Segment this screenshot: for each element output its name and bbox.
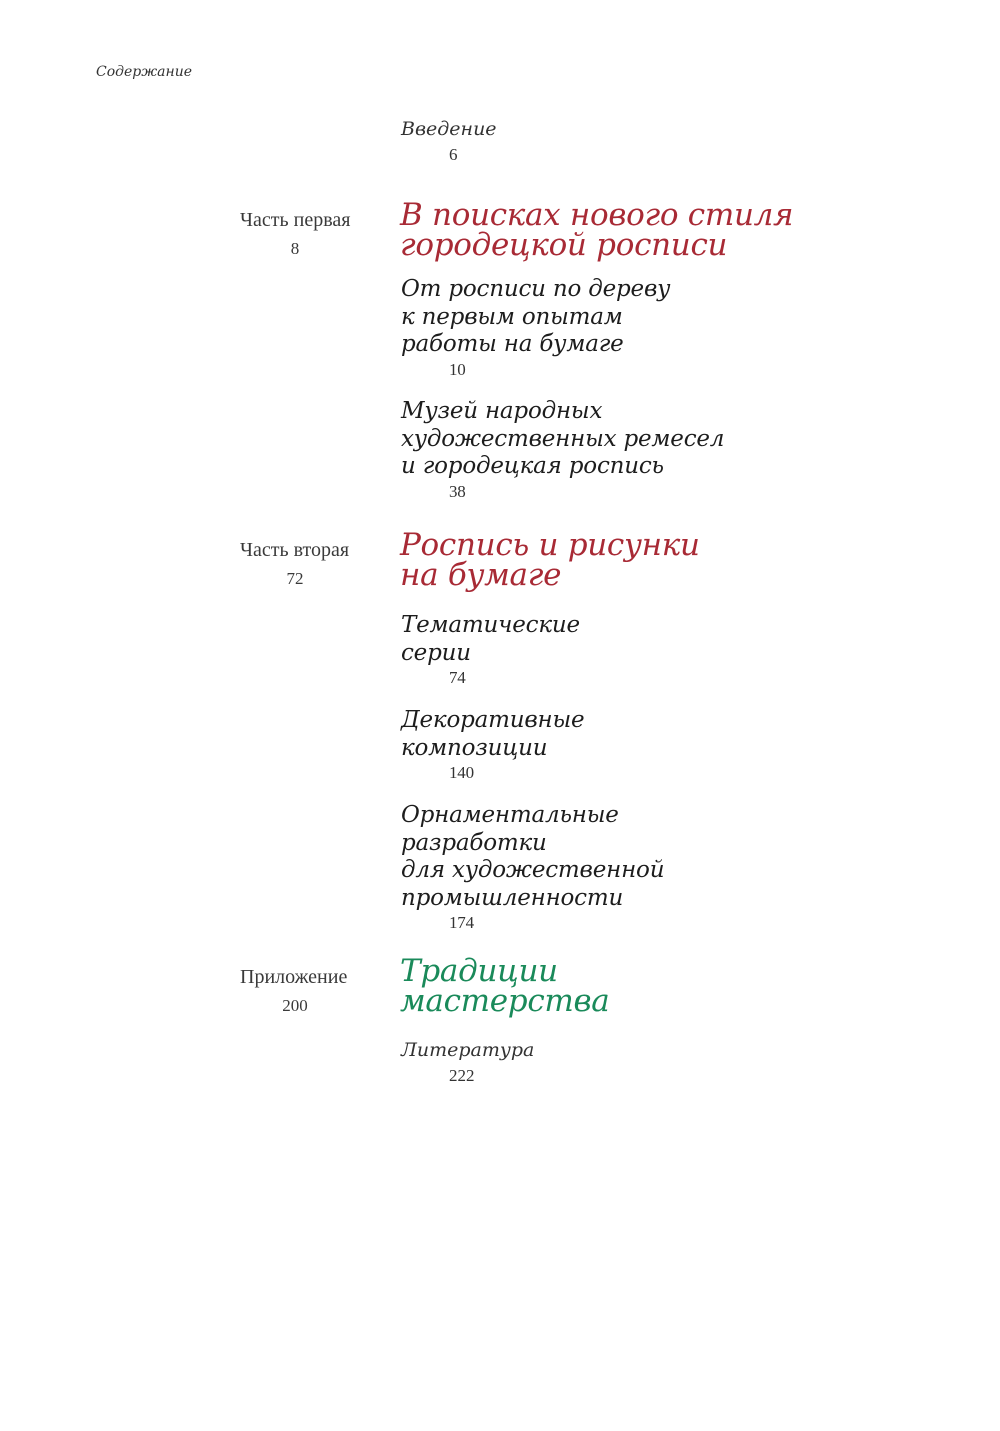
entry-title-line: Орнаментальные [401, 802, 619, 828]
toc-entry-literature[interactable] [401, 1037, 534, 1089]
toc-entry[interactable] [401, 398, 724, 503]
entry-title-line: для художественной [401, 857, 665, 883]
entry-title-line: к первым опытам [401, 303, 623, 330]
entry-title-line: и городецкая роспись [401, 453, 664, 479]
entry-page-number: 140 [449, 763, 474, 782]
part-one-title[interactable] [400, 197, 794, 263]
part-page-number: 200 [282, 996, 308, 1015]
toc-entry-introduction[interactable] [401, 116, 497, 168]
entry-title-line: композиции [401, 734, 548, 761]
entry-page-number: 222 [449, 1066, 475, 1085]
entry-title-line: Музей народных [401, 398, 603, 424]
entry-title-line: серии [401, 639, 471, 666]
title-line: мастерства [400, 983, 610, 1019]
entry-page-number: 10 [449, 359, 466, 379]
entry-title-line: разработки [401, 829, 547, 856]
page-header: Содержание [96, 64, 193, 80]
title-line: на бумаге [400, 557, 562, 593]
toc-entry[interactable] [401, 707, 584, 784]
toc-entry[interactable] [401, 802, 664, 934]
entry-title-line: От росписи по дереву [401, 276, 671, 302]
title-line: В поисках нового стиля [400, 197, 794, 233]
entry-page-number: 74 [449, 668, 466, 687]
appendix-title[interactable] [400, 953, 610, 1019]
entry-title-line: промышленности [401, 884, 624, 911]
entry-title-line: Тематические [401, 612, 580, 638]
part-two-label-block [240, 535, 390, 593]
part-page-number: 8 [290, 239, 300, 258]
part-label: Приложение [240, 966, 348, 988]
toc-entry[interactable] [401, 612, 580, 689]
part-page-number: 72 [286, 569, 304, 588]
entry-page-number: 174 [449, 913, 474, 932]
entry-title: Литература [401, 1039, 535, 1061]
title-line: Традиции [400, 953, 558, 989]
part-label: Часть вторая [240, 539, 350, 561]
entry-title-line: Декоративные [401, 707, 585, 733]
title-line: Роспись и рисунки [400, 527, 700, 563]
entry-page-number: 6 [449, 145, 458, 164]
title-line: городецкой росписи [400, 227, 728, 263]
entry-page-number: 38 [449, 481, 466, 501]
entry-title-line: художественных ремесел [401, 425, 725, 452]
entry-title: Введение [401, 118, 497, 140]
part-one-label-block [240, 205, 390, 263]
toc-entry[interactable] [401, 276, 670, 381]
part-label: Часть первая [240, 209, 351, 231]
appendix-label-block [240, 962, 390, 1020]
entry-title-line: работы на бумаге [401, 331, 624, 357]
part-two-title[interactable] [400, 527, 700, 593]
